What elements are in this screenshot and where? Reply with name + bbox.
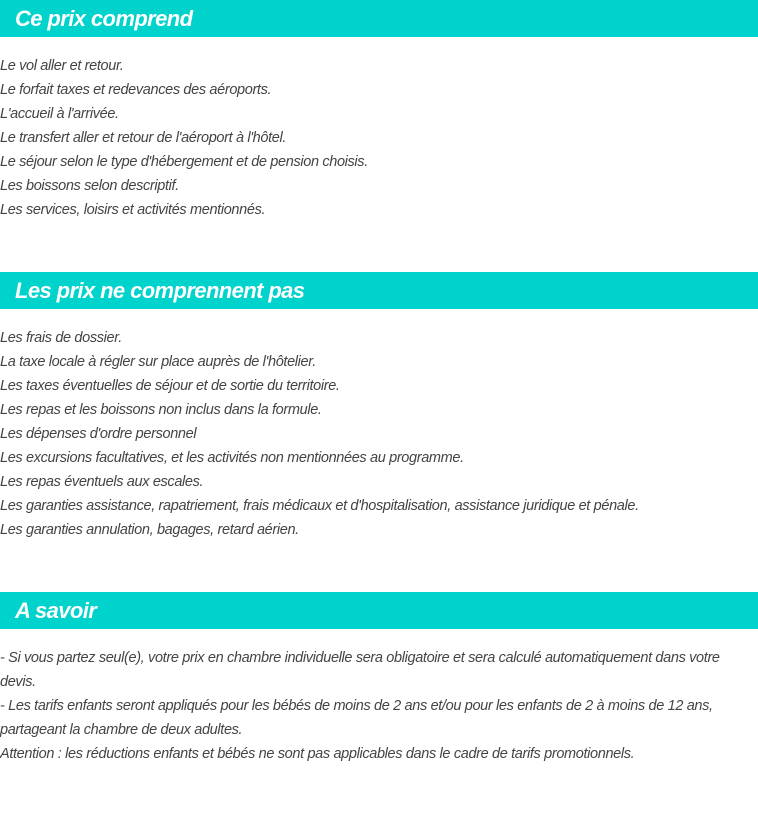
list-item: Le transfert aller et retour de l'aéroport à l'hôtel.: [0, 130, 287, 146]
note-paragraph: - Si vous partez seul(e), votre prix en chambre individuelle sera obligatoire et sera calculé automatiquement dans votre devis.: [0, 650, 720, 690]
section-price-includes: [0, 0, 758, 222]
list-item: La taxe locale à régler sur place auprès de l'hôtelier.: [0, 354, 316, 370]
excludes-list: [0, 309, 758, 542]
list-item: Les boissons selon descriptif.: [0, 178, 179, 194]
list-item: Les frais de dossier.: [0, 330, 122, 346]
section-title: Ce prix comprend: [15, 5, 193, 31]
note-paragraph: Attention : les réductions enfants et bébés ne sont pas applicables dans le cadre de tarifs promotionnels.: [0, 746, 635, 762]
list-item: Le forfait taxes et redevances des aéroports.: [0, 82, 272, 98]
list-item: Le vol aller et retour.: [0, 58, 124, 74]
section-header: [0, 592, 758, 629]
section-title: A savoir: [15, 597, 97, 623]
section-good-to-know: [0, 592, 758, 766]
list-item: Les repas éventuels aux escales.: [0, 474, 204, 490]
list-item: Les repas et les boissons non inclus dans la formule.: [0, 402, 322, 418]
section-price-excludes: [0, 272, 758, 542]
list-item: Les taxes éventuelles de séjour et de sortie du territoire.: [0, 378, 340, 394]
list-item: L'accueil à l'arrivée.: [0, 106, 119, 122]
section-header: [0, 0, 758, 37]
list-item: Les dépenses d'ordre personnel: [0, 426, 197, 442]
list-item: Les services, loisirs et activités mentionnés.: [0, 202, 266, 218]
list-item: Les garanties assistance, rapatriement, frais médicaux et d'hospitalisation, assistance juridique et pénale.: [0, 498, 639, 514]
section-title: Les prix ne comprennent pas: [15, 277, 305, 303]
list-item: Le séjour selon le type d'hébergement et de pension choisis.: [0, 154, 368, 170]
good-to-know-notes: [0, 629, 758, 766]
section-header: [0, 272, 758, 309]
list-item: Les garanties annulation, bagages, retard aérien.: [0, 522, 299, 538]
includes-list: [0, 37, 758, 222]
list-item: Les excursions facultatives, et les activités non mentionnées au programme.: [0, 450, 464, 466]
note-paragraph: - Les tarifs enfants seront appliqués pour les bébés de moins de 2 ans et/ou pour les enfants de 2 à moins de 12 ans, partageant la chambre de deux adultes.: [0, 698, 713, 738]
